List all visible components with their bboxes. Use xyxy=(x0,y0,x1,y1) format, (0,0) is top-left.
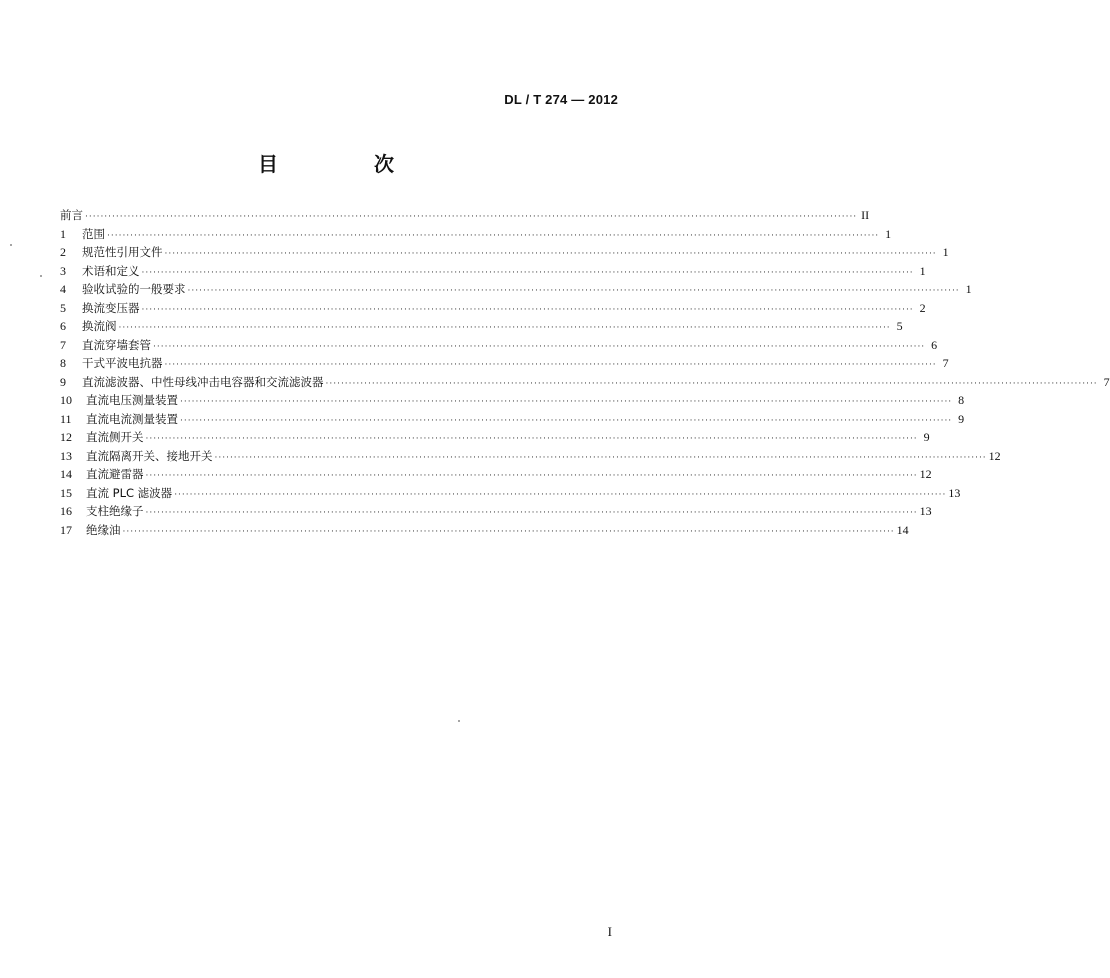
toc-entry[interactable] xyxy=(60,428,930,447)
toc-entry-title: 前言 xyxy=(60,208,83,222)
toc-entry-page: 5 xyxy=(896,319,903,333)
toc-entry-title: 干式平波电抗器 xyxy=(82,356,163,370)
toc-entry-title: 绝缘油 xyxy=(86,522,121,537)
toc-entry-title: 直流穿墙套管 xyxy=(82,337,151,352)
toc-entry-title: 直流电压测量装置 xyxy=(86,393,178,407)
toc-dot-leader: ········································································································································································································ xyxy=(164,360,937,370)
toc-entry[interactable] xyxy=(60,299,926,318)
toc-entry-title: 直流 PLC 滤波器 xyxy=(86,485,173,500)
toc-entry-page: 8 xyxy=(958,393,965,407)
toc-dot-leader: ········································································································································································································ xyxy=(141,304,914,315)
toc-entry-title: 换流变压器 xyxy=(82,300,140,315)
toc-dot-leader: ········································································································································································································ xyxy=(153,341,926,352)
toc-entry-title: 直流滤波器、中性母线冲击电容器和交流滤波器 xyxy=(82,374,324,389)
toc-entry[interactable] xyxy=(60,484,961,503)
toc-entry[interactable] xyxy=(60,225,892,244)
toc-entry[interactable] xyxy=(60,243,949,262)
toc-entry[interactable] xyxy=(60,354,949,373)
toc-dot-leader: ········································································································································································································ xyxy=(187,286,960,296)
toc-entry-number: 5 xyxy=(60,300,66,315)
toc-entry-number: 1 xyxy=(60,226,66,241)
toc-entry-number: 12 xyxy=(60,430,72,444)
toc-entry-number: 10 xyxy=(60,393,72,407)
toc-entry-title: 直流电流测量装置 xyxy=(86,411,178,426)
toc-entry-page: 2 xyxy=(919,300,926,315)
toc-entry[interactable] xyxy=(60,410,965,429)
toc-entry-title: 换流阀 xyxy=(82,319,117,333)
toc-entry-number: 13 xyxy=(60,448,72,463)
toc-entry[interactable] xyxy=(60,206,870,225)
toc-entry-number: 17 xyxy=(60,522,72,537)
toc-entry-page: 6 xyxy=(931,337,938,352)
toc-entry-number: 6 xyxy=(60,319,66,333)
toc-entry-number: 15 xyxy=(60,485,72,500)
toc-dot-leader: ········································································································································································································ xyxy=(325,378,1098,389)
toc-entry-page: 1 xyxy=(942,245,949,259)
toc-entry-title: 直流隔离开关、接地开关 xyxy=(86,448,213,463)
document-code: DL / T 274 — 2012 xyxy=(504,92,618,107)
toc-dot-leader: ········································································································································································································ xyxy=(118,323,891,333)
page-number: I xyxy=(607,924,612,939)
toc-entry[interactable] xyxy=(60,336,938,355)
toc-entry-page: 9 xyxy=(958,411,965,426)
toc-entry-title: 直流避雷器 xyxy=(86,467,144,481)
toc-entry-number: 14 xyxy=(60,467,72,481)
toc-dot-leader: ········································································································································································································ xyxy=(85,212,858,222)
toc-dot-leader: ········································································································································································································ xyxy=(107,230,880,241)
toc-entry[interactable] xyxy=(60,317,903,336)
toc-dot-leader: ········································································································································································································ xyxy=(145,508,918,518)
toc-entry-number: 9 xyxy=(60,374,66,389)
scan-speck xyxy=(40,275,42,277)
toc-entry[interactable] xyxy=(60,280,972,299)
toc-entry[interactable] xyxy=(60,391,965,410)
toc-entry-page: 1 xyxy=(965,282,972,296)
toc-entry-number: 7 xyxy=(60,337,66,352)
toc-entry-number: 11 xyxy=(60,411,72,426)
toc-entry-page: 12 xyxy=(919,467,932,481)
toc-dot-leader: ········································································································································································································ xyxy=(174,489,947,500)
toc-dot-leader: ········································································································································································································ xyxy=(141,267,914,278)
table-of-contents xyxy=(60,206,1110,539)
page-title: 目 次 xyxy=(258,152,432,176)
toc-entry-page: 7 xyxy=(942,356,949,370)
toc-entry-title: 范围 xyxy=(82,226,105,241)
toc-entry-number: 3 xyxy=(60,263,66,278)
toc-entry-number: 8 xyxy=(60,356,66,370)
toc-entry-title: 支柱绝缘子 xyxy=(86,504,144,518)
toc-dot-leader: ········································································································································································································ xyxy=(145,471,918,481)
toc-dot-leader: ········································································································································································································ xyxy=(180,397,953,407)
toc-entry-page: 12 xyxy=(988,448,1001,463)
toc-entry-page: 1 xyxy=(919,263,926,278)
toc-entry[interactable] xyxy=(60,465,932,484)
toc-entry-number: 16 xyxy=(60,504,72,518)
toc-entry[interactable] xyxy=(60,521,909,540)
toc-dot-leader: ········································································································································································································ xyxy=(164,249,937,259)
toc-entry-title: 术语和定义 xyxy=(82,263,140,278)
scan-speck xyxy=(458,720,460,722)
scan-speck xyxy=(10,244,12,246)
toc-entry[interactable] xyxy=(60,447,1001,466)
toc-entry-title: 规范性引用文件 xyxy=(82,245,163,259)
toc-entry-page: 13 xyxy=(948,485,961,500)
toc-dot-leader: ········································································································································································································ xyxy=(214,452,987,463)
toc-entry[interactable] xyxy=(60,502,932,521)
toc-entry-page: 14 xyxy=(896,522,909,537)
toc-entry-page: 9 xyxy=(923,430,930,444)
toc-entry-title: 验收试验的一般要求 xyxy=(82,282,186,296)
toc-dot-leader: ········································································································································································································ xyxy=(180,415,953,426)
toc-entry-number: 4 xyxy=(60,282,66,296)
toc-entry[interactable] xyxy=(60,373,1110,392)
toc-entry-title: 直流侧开关 xyxy=(86,430,144,444)
toc-entry-number: 2 xyxy=(60,245,66,259)
toc-dot-leader: ········································································································································································································ xyxy=(122,526,895,537)
toc-entry-page: 1 xyxy=(885,226,892,241)
toc-entry-page: II xyxy=(861,208,870,222)
toc-entry[interactable] xyxy=(60,262,926,281)
toc-entry-page: 7 xyxy=(1103,374,1110,389)
toc-entry-page: 13 xyxy=(919,504,932,518)
toc-dot-leader: ········································································································································································································ xyxy=(145,434,918,444)
